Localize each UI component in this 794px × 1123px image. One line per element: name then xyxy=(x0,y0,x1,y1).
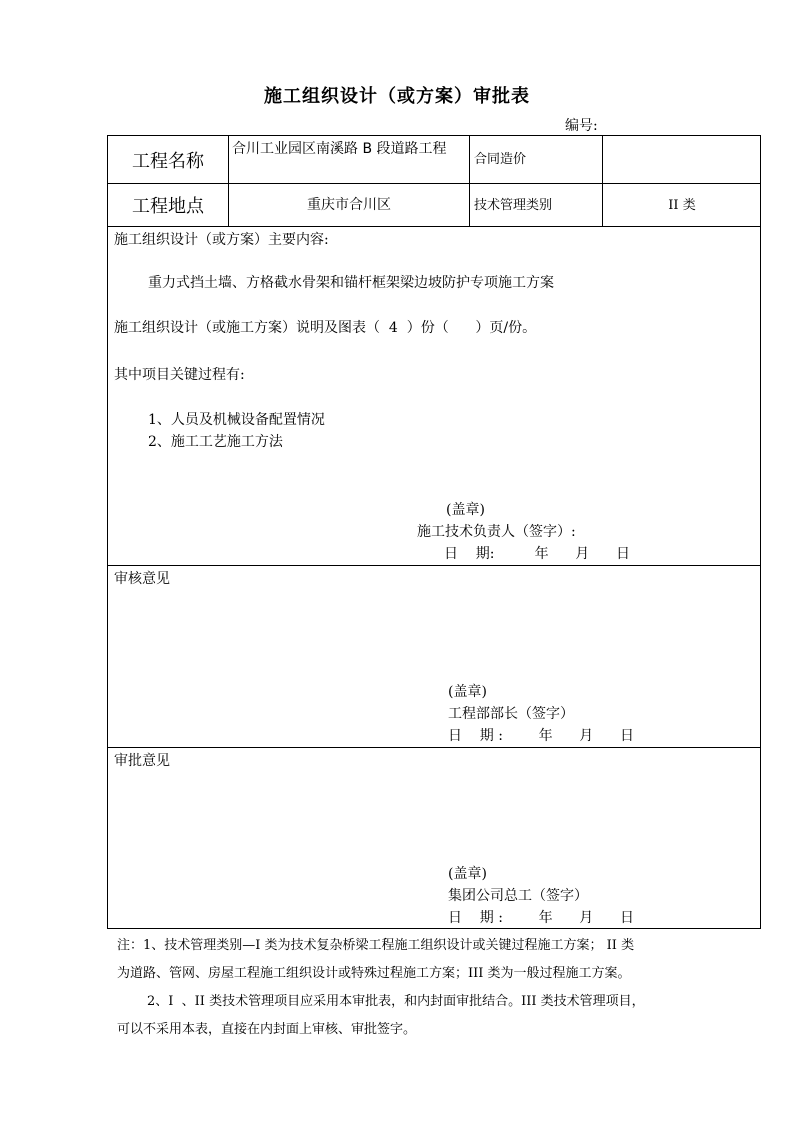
approval-signer: 集团公司总工（签字） xyxy=(448,888,588,904)
note-line-3: 2、I 、II 类技术管理项目应采用本审批表，和内封面审批结合。III 类技术管理项目， xyxy=(147,994,645,1009)
key-process-item-2: 2、施工工艺施工方法 xyxy=(148,434,283,450)
review-signer: 工程部部长（签字） xyxy=(448,706,574,722)
key-process-heading: 其中项目关键过程有: xyxy=(114,367,245,383)
review-seal: (盖章) xyxy=(448,684,487,700)
row-divider-4 xyxy=(108,747,760,748)
review-heading: 审核意见 xyxy=(114,571,170,587)
document-count-line: 施工组织设计（或施工方案）说明及图表（ 4 ）份（ ）页/份。 xyxy=(114,320,537,336)
location-value: 重庆市合川区 xyxy=(307,197,391,213)
project-name-label: 工程名称 xyxy=(132,150,204,172)
key-process-item-1: 1、人员及机械设备配置情况 xyxy=(148,412,325,428)
approval-form-table xyxy=(107,135,761,929)
content-date: 日 期: 年 月 日 xyxy=(444,546,630,562)
project-name-value: 合川工业园区南溪路 B 段道路工程 xyxy=(232,141,447,157)
approval-heading: 审批意见 xyxy=(114,753,170,769)
note-line-2: 为道路、管网、房屋工程施工组织设计或特殊过程施工方案；III 类为一般过程施工方案。 xyxy=(117,966,631,981)
approval-date: 日 期 : 年 月 日 xyxy=(448,910,634,926)
location-label: 工程地点 xyxy=(132,195,204,217)
approval-seal: (盖章) xyxy=(448,866,487,882)
col-divider-2 xyxy=(469,136,470,226)
content-seal: (盖章) xyxy=(446,502,485,518)
document-number-label: 编号: xyxy=(565,118,598,134)
note-line-4: 可以不采用本表，直接在内封面上审核、审批签字。 xyxy=(117,1022,417,1037)
notes xyxy=(117,932,687,1044)
note-line-1: 注：1、技术管理类别—I 类为技术复杂桥梁工程施工组织设计或关键过程施工方案； II 类 xyxy=(117,938,635,953)
tech-category-label: 技术管理类别 xyxy=(474,198,553,213)
plan-title: 重力式挡土墙、方格截水骨架和锚杆框架梁边坡防护专项施工方案 xyxy=(148,275,554,291)
form-title: 施工组织设计（或方案）审批表 xyxy=(264,86,530,107)
content-heading: 施工组织设计（或方案）主要内容: xyxy=(114,232,329,248)
content-signer: 施工技术负责人（签字）: xyxy=(417,524,576,540)
review-date: 日 期 : 年 月 日 xyxy=(448,728,634,744)
row-divider-3 xyxy=(108,565,760,566)
tech-category-value: II 类 xyxy=(668,198,696,213)
row-divider-2 xyxy=(108,226,760,227)
contract-price-label: 合同造价 xyxy=(474,152,527,167)
